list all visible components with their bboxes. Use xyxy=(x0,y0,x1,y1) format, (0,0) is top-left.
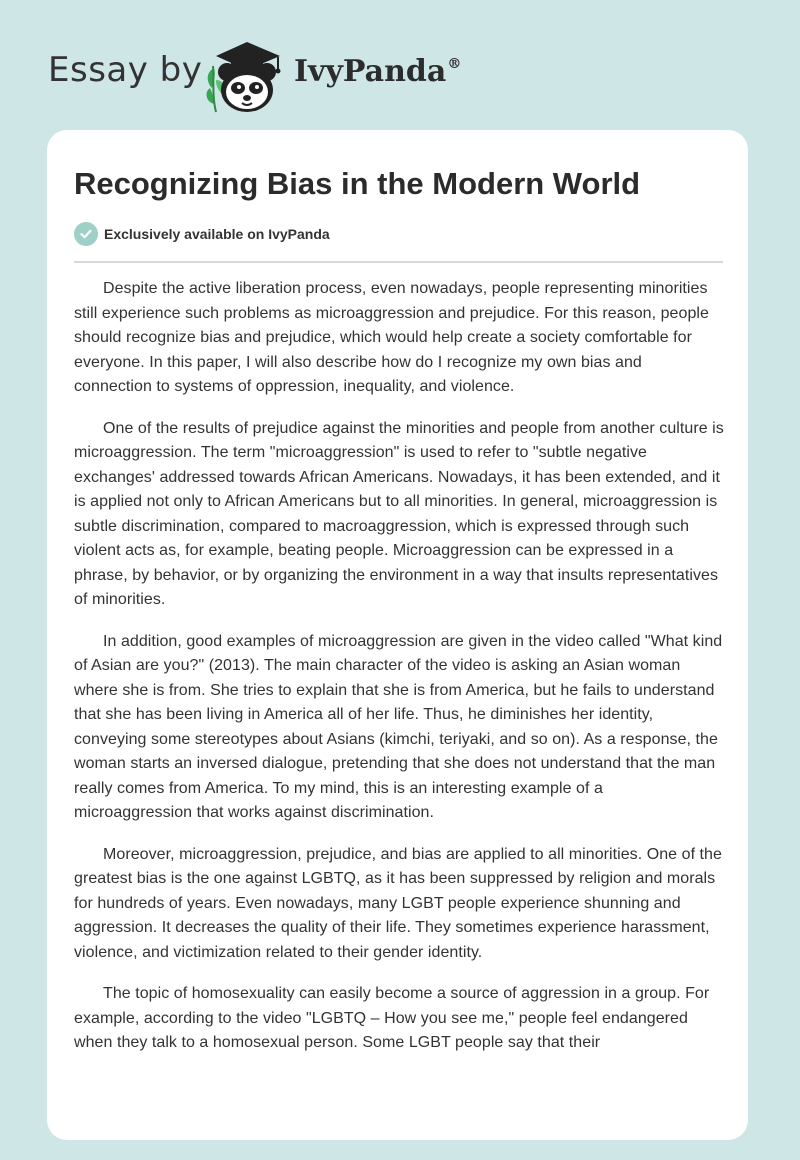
paragraph: One of the results of prejudice against the minorities and people from another culture is microaggression. The term "microaggression" is used to refer to "subtle negative exchanges' addressed towards African Americans. Nowadays, it has been extended, and it is applied not only to African Americans but to all minorities. In general, microaggression is subtle discrimination, compared to macroaggression, which is expressed through such violent acts as, for example, beating people. Microaggression can be expressed in a phrase, by behavior, or by organizing the environment in a way that insults representatives of minorities. xyxy=(74,419,724,608)
exclusive-badge xyxy=(74,222,330,246)
paragraph: In addition, good examples of microaggression are given in the video called "What kind of Asian are you?" (2013). The main character of the video is asking an Asian woman where she is from. She tries to explain that she is from America, but he fails to understand that she has been living in America all of her life. Thus, he diminishes her identity, conveying some stereotypes about Asians (kimchi, teriyaki, and so on). As a response, the woman starts an inversed dialogue, pretending that she does not understand that the man really comes from America. To my mind, this is an interesting example of a microaggression that works against discrimination. xyxy=(74,632,723,821)
registered-mark: ® xyxy=(447,56,462,72)
site-header xyxy=(0,0,800,130)
brand-name[interactable] xyxy=(294,54,461,89)
paragraph: Despite the active liberation process, even nowadays, people representing minorities still experience such problems as microaggression and prejudice. For this reason, people should recognize bias and prejudice, which would help create a society comfortable for everyone. In this paper, I will also describe how do I recognize my own bias and connection to systems of oppression, inequality, and violence. xyxy=(74,280,709,395)
ivypanda-logo-icon[interactable] xyxy=(200,36,292,114)
check-icon xyxy=(74,222,98,246)
page-title: Recognizing Bias in the Modern World xyxy=(74,166,641,201)
essay-by-label: Essay by xyxy=(48,50,203,90)
brand-text: IvyPanda xyxy=(294,54,447,89)
essay-card xyxy=(47,130,748,1140)
divider xyxy=(74,261,723,263)
paragraph: Moreover, microaggression, prejudice, and bias are applied to all minorities. One of the greatest bias is the one against LGBTQ, as it has been suppressed by religion and morals for hundreds of years. Even nowadays, many LGBT people experience shunning and aggression. It decreases the quality of their life. They sometimes experience harassment, violence, and victimization related to their gender identity. xyxy=(74,845,722,961)
paragraph: The topic of homosexuality can easily become a source of aggression in a group. For example, according to the video "LGBTQ – How you see me," people feel endangered when they talk to a homosexual person. Some LGBT people say that their xyxy=(74,985,710,1051)
badge-text: Exclusively available on IvyPanda xyxy=(104,226,330,242)
essay-body xyxy=(74,277,724,1073)
